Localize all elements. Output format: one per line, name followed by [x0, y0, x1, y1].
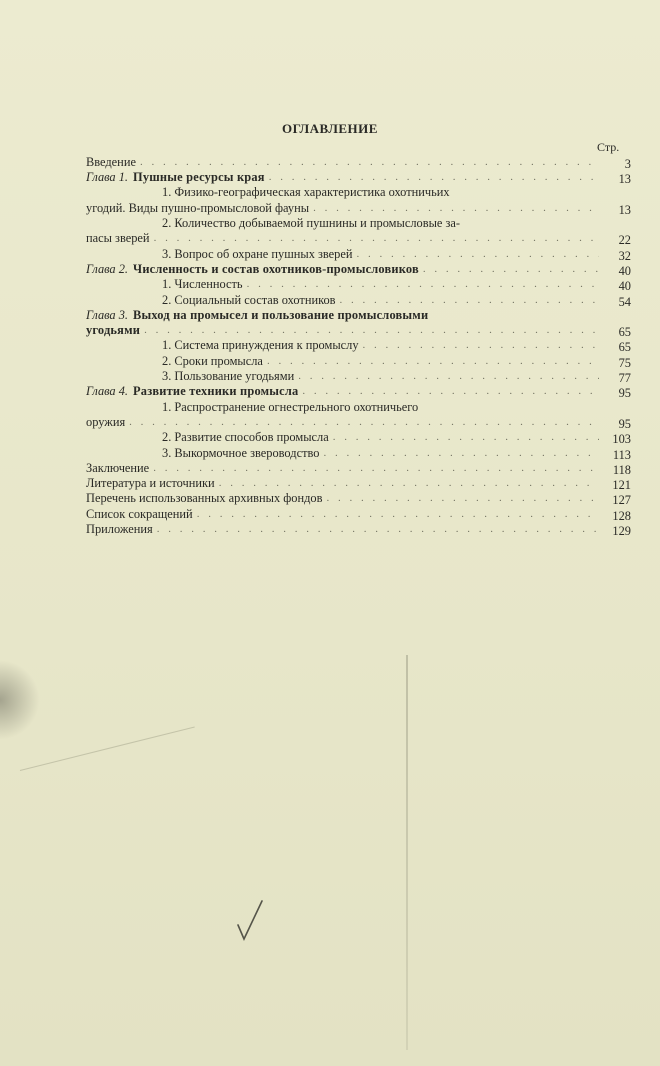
- toc-entry-chapter-4[interactable]: [86, 383, 631, 398]
- toc-page-number: 32: [618, 248, 631, 262]
- toc-entry-section[interactable]: [86, 445, 631, 460]
- dot-leader: [157, 522, 599, 536]
- toc-page-number: 103: [612, 432, 631, 445]
- dot-leader: [247, 277, 599, 291]
- toc-entry-section[interactable]: [86, 338, 631, 353]
- toc-entry-text: оружия: [86, 414, 126, 429]
- toc-entry-text: 1. Распространение огнестрельного охотничьего: [162, 399, 419, 414]
- toc-entry-text: угодьями: [86, 323, 141, 338]
- toc-entry-text: Пушные ресурсы края: [133, 170, 265, 185]
- dot-leader: [423, 262, 599, 276]
- toc-page-number: 95: [618, 416, 631, 430]
- toc-entry-text: 3. Выкормочное звероводство: [162, 445, 320, 460]
- toc-entry-text: Список сокращений: [86, 506, 193, 521]
- toc-entry-section[interactable]: [86, 215, 631, 230]
- page-crease: [20, 726, 195, 771]
- toc-entry-text: Численность и состав охотников-промысловиков: [133, 261, 419, 276]
- toc-entry-section[interactable]: [86, 292, 631, 307]
- toc-page-number: 13: [618, 202, 631, 216]
- toc-page-number: 13: [618, 172, 631, 185]
- toc-entry-section[interactable]: [86, 399, 631, 414]
- toc-entry-text: 2. Развитие способов промысла: [162, 430, 329, 445]
- dot-leader: [340, 293, 599, 307]
- toc-entry-conclusion[interactable]: [86, 460, 631, 475]
- toc-entry-appendices[interactable]: [86, 521, 631, 536]
- chapter-label: Глава 2.: [86, 261, 129, 276]
- toc-entry-text: 1. Система принуждения к промыслу: [162, 338, 359, 353]
- toc-page-number: 129: [612, 524, 631, 537]
- toc-entry-text: 3. Вопрос об охране пушных зверей: [162, 246, 353, 261]
- page-fold-line: [406, 655, 408, 1050]
- toc-entry-section[interactable]: [86, 246, 631, 261]
- toc-page-number: 3: [624, 156, 631, 170]
- toc-entry-text: 3. Пользование угодьями: [162, 369, 295, 384]
- toc-page-number: 77: [618, 371, 631, 384]
- dot-leader: [333, 430, 599, 444]
- toc-page-number: 22: [618, 233, 631, 246]
- toc-page-number: 65: [618, 340, 631, 353]
- toc-entry-continuation[interactable]: [86, 230, 631, 245]
- toc-entry-text: пасы зверей: [86, 231, 150, 246]
- dot-leader: [153, 461, 599, 475]
- chapter-label: Глава 3.: [86, 307, 129, 322]
- page-title: ОГЛАВЛЕНИЕ: [282, 121, 378, 136]
- dot-leader: [298, 369, 599, 383]
- toc-page-number: 54: [618, 294, 631, 307]
- toc-page-number: 121: [612, 478, 631, 491]
- toc-entry-abbreviations[interactable]: [86, 506, 631, 521]
- toc-entry-section[interactable]: [86, 353, 631, 368]
- toc-entry-text: 2. Количество добываемой пушнины и промысловые за-: [162, 216, 461, 231]
- toc-entry-text: Введение: [86, 154, 136, 169]
- dot-leader: [154, 231, 599, 245]
- chapter-label: Глава 1.: [86, 170, 129, 185]
- dot-leader: [219, 476, 599, 490]
- dot-leader: [302, 384, 599, 398]
- page-column-label: Стр.: [597, 140, 620, 154]
- toc-entry-archives[interactable]: [86, 491, 631, 506]
- toc-page-number: 75: [618, 355, 631, 369]
- dot-leader: [267, 354, 599, 368]
- pencil-checkmark-icon: [232, 895, 272, 945]
- dot-leader: [326, 491, 599, 505]
- dot-leader: [197, 507, 599, 521]
- toc-page-number: 127: [612, 493, 631, 506]
- toc-entry-text: 1. Численность: [162, 277, 243, 292]
- toc-entry-text: угодий. Виды пушно-промысловой фауны: [86, 200, 310, 215]
- toc-entry-continuation[interactable]: [86, 200, 631, 215]
- toc-entry-section[interactable]: [86, 368, 631, 383]
- dot-leader: [129, 415, 599, 429]
- toc-page-number: 113: [612, 447, 631, 460]
- toc-page-number: 118: [612, 462, 631, 476]
- toc-entry-section[interactable]: [86, 185, 631, 200]
- toc-page-number: 40: [618, 263, 631, 277]
- toc-page-number: 95: [618, 386, 631, 399]
- toc-entry-text: Перечень использованных архивных фондов: [86, 491, 323, 506]
- toc-entry-text: 2. Социальный состав охотников: [162, 292, 336, 307]
- dot-leader: [363, 338, 599, 352]
- dot-leader: [323, 446, 599, 460]
- toc-entry-chapter-1[interactable]: [86, 169, 631, 184]
- dot-leader: [313, 201, 599, 215]
- toc-entry-chapter-3[interactable]: [86, 307, 631, 322]
- dot-leader: [357, 247, 600, 261]
- toc-page-number: 65: [618, 325, 631, 338]
- toc-entry-text: Заключение: [86, 460, 150, 475]
- dot-leader: [269, 170, 599, 184]
- toc-entry-continuation[interactable]: [86, 322, 631, 337]
- dot-leader: [140, 155, 599, 169]
- toc-entry-literature[interactable]: [86, 475, 631, 490]
- toc-entry-text: 1. Физико-географическая характеристика охотничьих: [162, 185, 450, 200]
- toc-entry-text: Развитие техники промысла: [133, 384, 299, 399]
- toc-entry-chapter-2[interactable]: [86, 261, 631, 276]
- toc-page-number: 128: [612, 508, 631, 522]
- toc-entry-section[interactable]: [86, 276, 631, 291]
- toc-entry-intro[interactable]: [86, 154, 631, 169]
- toc-entry-text: 2. Сроки промысла: [162, 353, 263, 368]
- toc-entry-continuation[interactable]: [86, 414, 631, 429]
- toc-entry-text: Выход на промысел и пользование промысловыми: [133, 307, 429, 322]
- toc-page-number: 40: [618, 279, 631, 292]
- dot-leader: [144, 323, 599, 337]
- table-of-contents: [86, 154, 631, 536]
- page-edge-stain: [0, 660, 40, 740]
- toc-entry-text: Приложения: [86, 522, 153, 537]
- chapter-label: Глава 4.: [86, 384, 129, 399]
- toc-entry-text: Литература и источники: [86, 476, 215, 491]
- toc-entry-section[interactable]: [86, 429, 631, 444]
